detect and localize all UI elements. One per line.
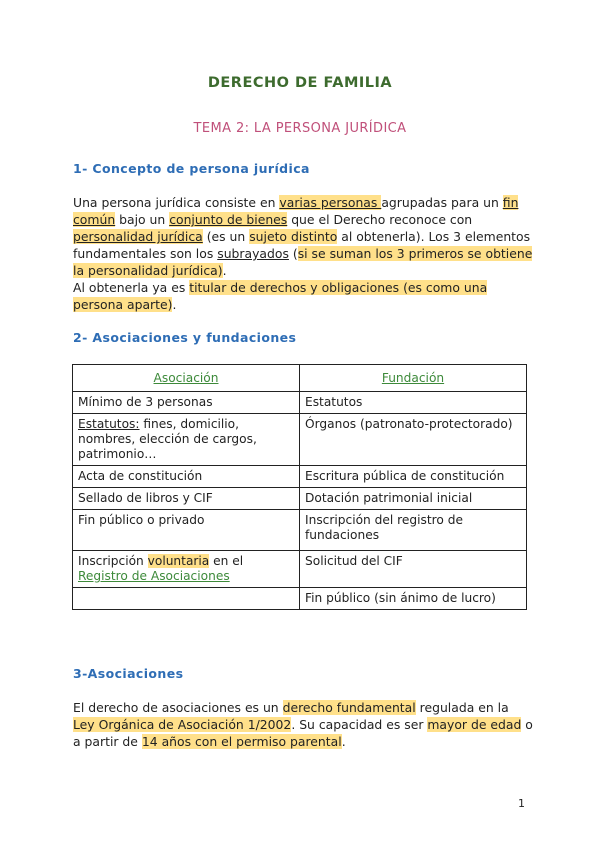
text-run: ( xyxy=(288,246,298,261)
text-run: o a partir de xyxy=(73,717,533,749)
section-heading-asociaciones-fundaciones: 2- Asociaciones y fundaciones xyxy=(73,330,297,345)
highlight-personalidad-juridica: personalidad jurídica xyxy=(73,229,203,244)
table-row xyxy=(73,414,527,466)
table-cell: Acta de constitución xyxy=(73,466,300,488)
document-title: DERECHO DE FAMILIA xyxy=(207,75,393,91)
document-subtitle: TEMA 2: LA PERSONA JURÍDICA xyxy=(193,121,407,136)
paragraph-concepto xyxy=(73,194,533,313)
column-header-fundacion: Fundación xyxy=(300,365,527,392)
text-run: . xyxy=(341,734,346,749)
table-cell: Mínimo de 3 personas xyxy=(73,392,300,414)
text-run: Al obtenerla ya es xyxy=(73,280,190,295)
text-run: Una persona jurídica consiste en xyxy=(73,195,280,210)
highlight-derecho-fundamental: derecho fundamental xyxy=(282,700,416,715)
paragraph-asociaciones xyxy=(73,699,533,750)
section-heading-concepto: 1- Concepto de persona jurídica xyxy=(73,161,310,176)
text-run: bajo un xyxy=(115,212,170,227)
highlight-fin-comun: fin común xyxy=(73,195,519,227)
table-cell: Sellado de libros y CIF xyxy=(73,488,300,510)
page-number: 1 xyxy=(518,797,525,810)
comparison-table xyxy=(72,364,527,610)
table-cell: Escritura pública de constitución xyxy=(300,466,527,488)
table-cell: Estatutos: fines, domicilio, nombres, elección de cargos, patrimonio… xyxy=(73,414,300,466)
table-cell: Fin público (sin ánimo de lucro) xyxy=(300,588,527,610)
text-run: . Su capacidad es ser xyxy=(291,717,428,732)
table-row xyxy=(73,510,527,551)
highlight-varias-personas: varias personas xyxy=(279,195,382,210)
table-row xyxy=(73,588,527,610)
highlight-titular-derechos: titular de derechos y obligaciones (es como una persona aparte) xyxy=(73,280,488,312)
text-run: El derecho de asociaciones es un xyxy=(73,700,283,715)
table-cell xyxy=(73,588,300,610)
table-cell: Solicitud del CIF xyxy=(300,551,527,588)
highlight-suma-3-primeros: si se suman los 3 primeros se obtiene la personalidad jurídica) xyxy=(73,246,533,278)
table-row xyxy=(73,392,527,414)
table-cell: Inscripción voluntaria en el Registro de Asociaciones xyxy=(73,551,300,588)
table-cell: Órganos (patronato-protectorado) xyxy=(300,414,527,466)
highlight-mayor-edad: mayor de edad xyxy=(427,717,522,732)
registro-asociaciones-link[interactable]: Registro de Asociaciones xyxy=(78,569,230,583)
highlight-14-anos: 14 años con el permiso parental xyxy=(141,734,342,749)
table-row xyxy=(73,466,527,488)
table-cell: Dotación patrimonial inicial xyxy=(300,488,527,510)
text-run: al obtenerla). Los 3 elementos fundamentales son los xyxy=(73,229,531,261)
highlight-ley-organica: Ley Orgánica de Asociación 1/2002 xyxy=(73,717,292,732)
text-run: que el Derecho reconoce con xyxy=(287,212,473,227)
text-run: regulada en la xyxy=(415,700,509,715)
text-run: (es un xyxy=(202,229,250,244)
highlight-conjunto-bienes: conjunto de bienes xyxy=(169,212,288,227)
underline-subrayados: subrayados xyxy=(217,246,289,261)
highlight-sujeto-distinto: sujeto distinto xyxy=(249,229,338,244)
table-cell: Estatutos xyxy=(300,392,527,414)
text-run: . xyxy=(222,263,227,278)
column-header-asociacion: Asociación xyxy=(73,365,300,392)
section-heading-asociaciones: 3-Asociaciones xyxy=(73,666,184,681)
text-run: . xyxy=(172,297,177,312)
table-cell: Fin público o privado xyxy=(73,510,300,551)
table-row xyxy=(73,488,527,510)
table-header-row xyxy=(73,365,527,392)
text-run: agrupadas para un xyxy=(381,195,503,210)
table-cell: Inscripción del registro de fundaciones xyxy=(300,510,527,551)
table-row xyxy=(73,551,527,588)
